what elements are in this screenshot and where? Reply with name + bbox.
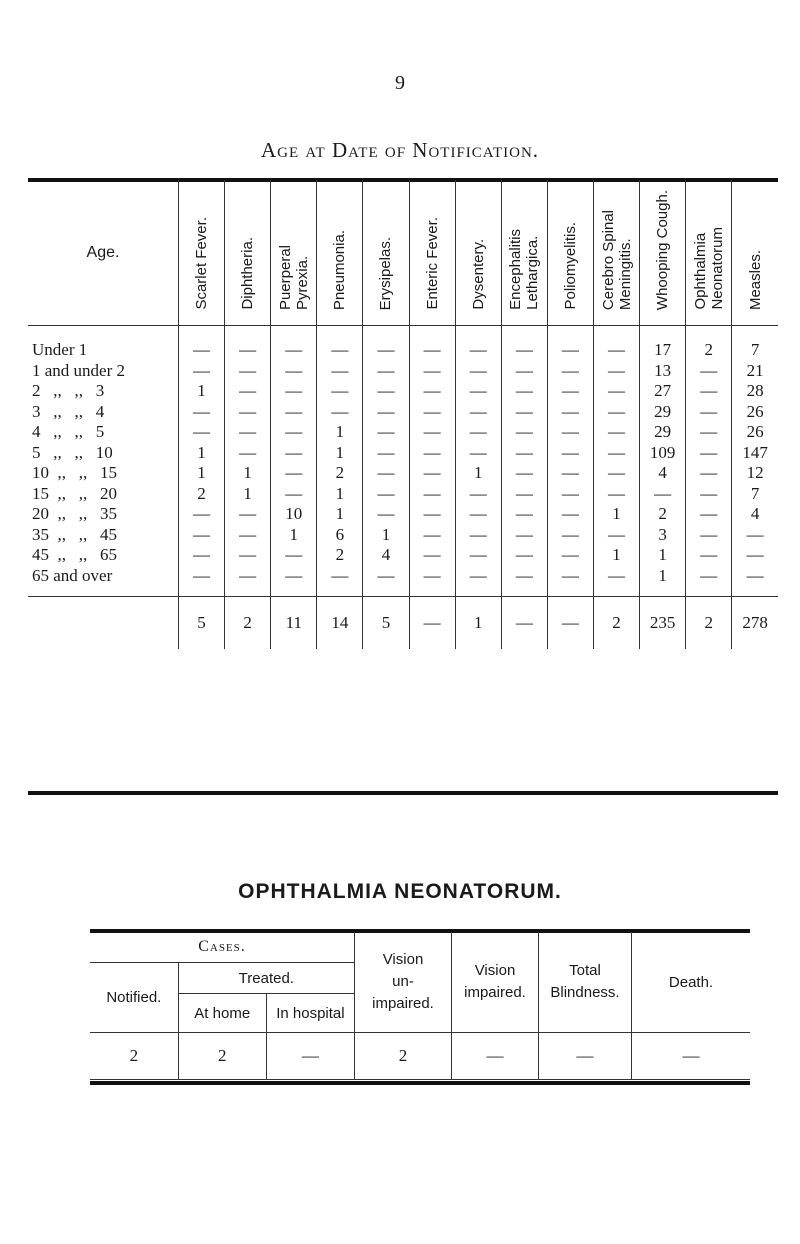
table-cell: —	[179, 361, 225, 382]
table-cell: —	[179, 545, 225, 566]
table-row	[28, 484, 778, 505]
table-cell: —	[409, 381, 455, 402]
age-cell: 15 ,, ,, 20	[32, 483, 117, 503]
table-cell: —	[686, 361, 732, 382]
vision-unimpaired-value: 2	[355, 1033, 452, 1080]
age-cell: 4 ,, ,, 5	[32, 422, 105, 441]
table-cell: —	[501, 504, 547, 525]
table-cell: —	[409, 443, 455, 464]
table-cell: —	[501, 484, 547, 505]
total-blindness-header: Total Blindness.	[539, 932, 632, 1033]
table-cell: —	[317, 381, 363, 402]
table-cell: —	[593, 361, 639, 382]
table-cell: —	[455, 484, 501, 505]
column-header: Encephalitis Lethargica.	[501, 180, 547, 326]
column-header: Puerperal Pyrexia.	[271, 180, 317, 326]
table-cell: —	[547, 443, 593, 464]
total-cell: 11	[271, 597, 317, 650]
table-cell: —	[547, 463, 593, 484]
table-row	[28, 361, 778, 382]
total-cell: 2	[593, 597, 639, 650]
table-cell: —	[225, 381, 271, 402]
table-cell: 1	[225, 463, 271, 484]
table-cell: —	[271, 463, 317, 484]
total-blindness-value: —	[539, 1033, 632, 1080]
age-cell: 20 ,, ,, 35	[32, 504, 117, 523]
table-cell: —	[225, 361, 271, 382]
table-cell: —	[455, 381, 501, 402]
table-cell: 1	[225, 484, 271, 505]
table-cell: —	[179, 566, 225, 597]
table-cell: —	[409, 484, 455, 505]
column-header: Enteric Fever.	[409, 180, 455, 326]
table-cell: —	[547, 484, 593, 505]
treated-header: Treated.	[178, 963, 354, 994]
totals-row	[28, 597, 778, 650]
table-cell: —	[686, 422, 732, 443]
table-cell: —	[732, 525, 778, 546]
table-row	[28, 504, 778, 525]
age-cell: 5 ,, ,, 10	[32, 442, 113, 462]
table-cell: —	[501, 443, 547, 464]
table-cell: 1	[271, 525, 317, 546]
table-cell: —	[409, 361, 455, 382]
total-cell: 2	[225, 597, 271, 650]
table-cell: 4	[363, 545, 409, 566]
column-header: Scarlet Fever.	[179, 180, 225, 326]
table-cell: —	[409, 504, 455, 525]
table-cell: —	[593, 463, 639, 484]
table-cell: 1	[363, 525, 409, 546]
table-cell: —	[547, 326, 593, 361]
table-cell: 28	[732, 381, 778, 402]
column-header: Measles.	[732, 180, 778, 326]
table-cell: 26	[732, 402, 778, 423]
table-cell: —	[363, 484, 409, 505]
table-cell: —	[225, 566, 271, 597]
table-cell: —	[455, 504, 501, 525]
table-cell: 4	[640, 463, 686, 484]
table-cell: —	[225, 504, 271, 525]
table-cell: 2	[179, 484, 225, 505]
table-cell: 29	[640, 422, 686, 443]
table-cell: —	[455, 402, 501, 423]
table-cell: —	[547, 545, 593, 566]
table-cell: —	[363, 422, 409, 443]
table-cell: —	[409, 422, 455, 443]
table-row	[28, 381, 778, 402]
vision-impaired-value: —	[452, 1033, 539, 1080]
table-cell: 13	[640, 361, 686, 382]
vision-unimpaired-header: Vision un- impaired.	[355, 932, 452, 1033]
table-cell: —	[225, 545, 271, 566]
column-header: Dysentery.	[455, 180, 501, 326]
column-header: Erysipelas.	[363, 180, 409, 326]
table-cell: —	[455, 525, 501, 546]
table-cell: —	[593, 525, 639, 546]
table-cell: —	[547, 402, 593, 423]
table-row	[28, 402, 778, 423]
table-cell: —	[501, 361, 547, 382]
table-cell: —	[686, 484, 732, 505]
table-cell: —	[179, 422, 225, 443]
column-header: Cerebro Spinal Meningitis.	[593, 180, 639, 326]
total-cell: 1	[455, 597, 501, 650]
table-cell: 26	[732, 422, 778, 443]
table-cell: —	[501, 545, 547, 566]
age-cell: 35 ,, ,, 45	[32, 524, 117, 544]
table-cell: —	[455, 422, 501, 443]
table-cell: —	[501, 566, 547, 597]
page-title: Age at Date of Notification.	[260, 138, 540, 162]
table-cell: 1	[640, 566, 686, 597]
table-cell: 4	[732, 504, 778, 525]
in-hospital-value: —	[266, 1033, 354, 1080]
table-cell: —	[686, 525, 732, 546]
table-cell: —	[409, 326, 455, 361]
table-cell: 6	[317, 525, 363, 546]
page-number: 9	[395, 72, 405, 94]
table-cell: 1	[455, 463, 501, 484]
table-cell: —	[501, 525, 547, 546]
table-cell: 12	[732, 463, 778, 484]
totals-label-cell	[28, 597, 179, 650]
table-cell: —	[225, 326, 271, 361]
table-cell: —	[363, 463, 409, 484]
table-cell: 109	[640, 443, 686, 464]
table-cell: —	[593, 566, 639, 597]
cases-header: Cases.	[90, 932, 355, 963]
table2-bottom-rule	[90, 1081, 750, 1085]
table1-header-row	[28, 180, 778, 326]
table-cell: 2	[640, 504, 686, 525]
total-cell: 2	[686, 597, 732, 650]
total-cell: —	[409, 597, 455, 650]
table-row	[28, 422, 778, 443]
age-cell: 10 ,, ,, 15	[32, 463, 117, 482]
total-cell: 5	[363, 597, 409, 650]
table-cell: 17	[640, 326, 686, 361]
table-row	[28, 463, 778, 484]
table-cell: —	[593, 443, 639, 464]
notified-header: Notified.	[90, 963, 178, 1033]
table-row	[28, 443, 778, 464]
table-cell: —	[547, 566, 593, 597]
table-cell: —	[593, 422, 639, 443]
table-cell: —	[271, 484, 317, 505]
table-cell: —	[455, 545, 501, 566]
ophthalmia-table	[90, 932, 750, 1080]
age-cell: 45 ,, ,, 65	[32, 545, 117, 564]
table-cell: —	[547, 525, 593, 546]
table-cell: —	[317, 566, 363, 597]
table-cell: —	[547, 361, 593, 382]
table-cell: —	[593, 326, 639, 361]
table-row	[28, 566, 778, 597]
table-cell: 1	[179, 443, 225, 464]
column-header: Whooping Cough.	[640, 180, 686, 326]
total-cell: —	[547, 597, 593, 650]
table-cell: —	[409, 402, 455, 423]
table-cell: —	[363, 381, 409, 402]
table-row	[90, 1033, 750, 1080]
table-cell: —	[686, 463, 732, 484]
table-cell: —	[225, 422, 271, 443]
section-subtitle: OPHTHALMIA NEONATORUM.	[238, 880, 562, 903]
age-cell: 65 and over	[32, 565, 113, 585]
table-cell: —	[593, 402, 639, 423]
table-cell: 147	[732, 443, 778, 464]
table-cell: —	[271, 545, 317, 566]
table-cell: —	[271, 381, 317, 402]
table-cell: 21	[732, 361, 778, 382]
table-cell: 7	[732, 484, 778, 505]
age-cell: 2 ,, ,, 3	[32, 381, 105, 400]
table-cell: —	[271, 443, 317, 464]
table-row	[28, 326, 778, 361]
table-cell: —	[225, 443, 271, 464]
table-cell: —	[225, 525, 271, 546]
at-home-value: 2	[178, 1033, 266, 1080]
table-cell: 29	[640, 402, 686, 423]
table-cell: —	[363, 361, 409, 382]
table-cell: —	[501, 402, 547, 423]
table-cell: 10	[271, 504, 317, 525]
table-cell: —	[593, 484, 639, 505]
total-cell: 14	[317, 597, 363, 650]
table-cell: —	[732, 566, 778, 597]
table-cell: —	[686, 381, 732, 402]
table-cell: 1	[179, 381, 225, 402]
table-cell: 2	[686, 326, 732, 361]
column-header: Poliomyelitis.	[547, 180, 593, 326]
table-cell: —	[271, 402, 317, 423]
table-cell: —	[732, 545, 778, 566]
table-cell: —	[409, 525, 455, 546]
table-cell: —	[271, 422, 317, 443]
table-cell: —	[455, 361, 501, 382]
table-cell: 1	[640, 545, 686, 566]
table-row	[28, 545, 778, 566]
in-hospital-header: In hospital	[266, 994, 354, 1033]
table-cell: —	[363, 443, 409, 464]
table-cell: —	[501, 326, 547, 361]
table-cell: 1	[317, 443, 363, 464]
total-cell: 5	[179, 597, 225, 650]
table-cell: —	[455, 443, 501, 464]
table-cell: —	[317, 402, 363, 423]
table-cell: —	[271, 566, 317, 597]
table-cell: —	[686, 566, 732, 597]
table-cell: 2	[317, 463, 363, 484]
total-cell: 278	[732, 597, 778, 650]
table-cell: —	[455, 566, 501, 597]
table-cell: —	[686, 504, 732, 525]
table-cell: —	[363, 504, 409, 525]
table-cell: —	[317, 326, 363, 361]
table-cell: —	[686, 402, 732, 423]
death-value: —	[632, 1033, 751, 1080]
table-cell: —	[179, 326, 225, 361]
table-cell: —	[409, 463, 455, 484]
table-row	[28, 525, 778, 546]
table-cell: —	[455, 326, 501, 361]
table-cell: —	[179, 504, 225, 525]
table-cell: —	[686, 443, 732, 464]
age-cell: Under 1	[32, 340, 88, 359]
table-cell: 1	[593, 504, 639, 525]
table-cell: —	[686, 545, 732, 566]
vision-impaired-header: Vision impaired.	[452, 932, 539, 1033]
table-cell: 1	[179, 463, 225, 484]
notification-age-table	[28, 180, 778, 649]
table-cell: —	[409, 566, 455, 597]
table-cell: —	[501, 381, 547, 402]
table-cell: —	[501, 422, 547, 443]
table-cell: —	[501, 463, 547, 484]
table-cell: —	[363, 402, 409, 423]
table-cell: 1	[317, 484, 363, 505]
table-cell: —	[317, 361, 363, 382]
notified-value: 2	[90, 1033, 178, 1080]
age-cell: 1 and under 2	[32, 360, 126, 380]
table-cell: 3	[640, 525, 686, 546]
death-header: Death.	[632, 932, 751, 1033]
column-header: Ophthalmia Neonatorum	[686, 180, 732, 326]
table-cell: —	[363, 566, 409, 597]
table-cell: 1	[317, 422, 363, 443]
table-cell: 1	[317, 504, 363, 525]
table-cell: —	[363, 326, 409, 361]
total-cell: 235	[640, 597, 686, 650]
table1-bottom-rule	[28, 791, 778, 795]
table-cell: —	[593, 381, 639, 402]
table-cell: —	[409, 545, 455, 566]
at-home-header: At home	[178, 994, 266, 1033]
table-cell: —	[547, 504, 593, 525]
table-cell: 2	[317, 545, 363, 566]
table-cell: —	[547, 422, 593, 443]
column-header: Pneumonia.	[317, 180, 363, 326]
table-cell: —	[271, 361, 317, 382]
column-header: Diphtheria.	[225, 180, 271, 326]
table-cell: —	[225, 402, 271, 423]
table-cell: 27	[640, 381, 686, 402]
table-cell: 1	[593, 545, 639, 566]
table-cell: 7	[732, 326, 778, 361]
age-column-header: Age.	[28, 180, 179, 326]
table-cell: —	[179, 402, 225, 423]
table-cell: —	[179, 525, 225, 546]
table-cell: —	[547, 381, 593, 402]
age-cell: 3 ,, ,, 4	[32, 401, 105, 421]
total-cell: —	[501, 597, 547, 650]
table-cell: —	[271, 326, 317, 361]
table-cell: —	[640, 484, 686, 505]
